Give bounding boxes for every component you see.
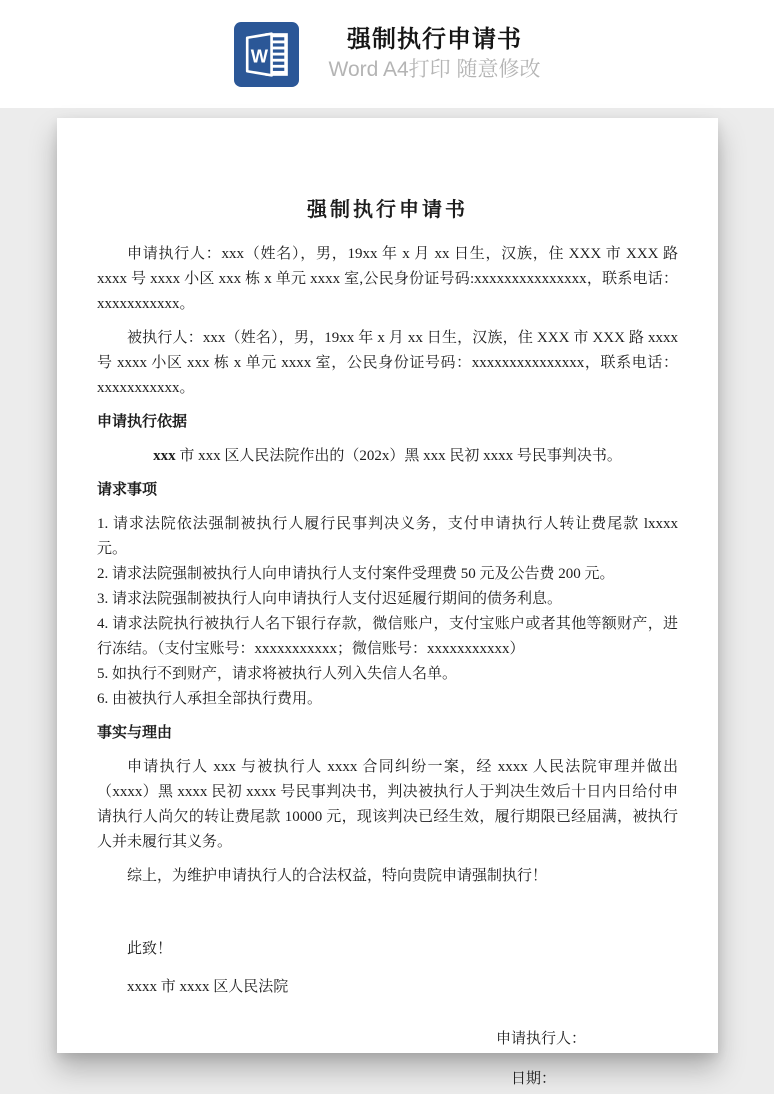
facts-heading: 事实与理由 (97, 725, 173, 741)
header-text-block (329, 26, 541, 83)
document-title: 强制执行申请书 (307, 199, 468, 221)
template-subtitle: Word A4打印 随意修改 (328, 57, 541, 81)
summary-paragraph: 综上，为维护申请执行人的合法权益，特向贵院申请强制执行！ (127, 868, 548, 884)
applicant-paragraph: 申请执行人：xxx（姓名），男，19xx 年 x 月 xx 日生，汉族，住 XXX 市 XXX 路 xxxx 号 xxxx 小区 xxx 栋 x 单元 xxxx 室,公民身份证号码:xxxxxxxxxxxxxxx，联系电话：xxxxxxxxxxx。 (97, 246, 678, 312)
word-document-page (57, 118, 718, 1087)
request-item-1: 1. 请求法院依法强制被执行人履行民事判决义务，支付申请执行人转让费尾款 lxxxx 元。 (97, 516, 678, 557)
request-item-3: 3. 请求法院强制被执行人向申请执行人支付迟延履行期间的债务利息。 (97, 591, 563, 607)
request-item-2: 2. 请求法院强制被执行人向申请执行人支付案件受理费 50 元及公告费 200 元。 (97, 566, 615, 582)
respondent-paragraph: 被执行人：xxx（姓名），男，19xx 年 x 月 xx 日生，汉族，住 XXX 市 XXX 路 xxxx 号 xxxx 小区 xxx 栋 x 单元 xxxx 室，公民身份证号码：xxxxxxxxxxxxxxx，联系电话：xxxxxxxxxxx。 (97, 330, 678, 396)
basis-court-prefix: xxx (153, 448, 176, 464)
requests-heading: 请求事项 (97, 482, 158, 498)
word-icon (234, 22, 299, 87)
template-title: 强制执行申请书 (347, 25, 522, 53)
date-label: 日期： (510, 1071, 556, 1087)
basis-court-rest: 市 xxx 区人民法院作出的（202x）黑 xxx 民初 xxxx 号民事判决书。 (175, 448, 622, 464)
request-item-5: 5. 如执行不到财产，请求将被执行人列入失信人名单。 (97, 666, 458, 682)
request-items-list (97, 512, 678, 712)
basis-heading: 申请执行依据 (97, 414, 188, 430)
request-item-6: 6. 由被执行人承担全部执行费用。 (97, 691, 323, 707)
request-item-4: 4. 请求法院执行被执行人名下银行存款，微信账户，支付宝账户或者其他等额财产，进行冻结。（支付宝账号：xxxxxxxxxxx；微信账号：xxxxxxxxxxx） (97, 616, 678, 657)
word-icon-letter: W (250, 45, 268, 67)
salutation-line: 此致！ (127, 941, 173, 957)
court-name-line: xxxx 市 xxxx 区人民法院 (127, 979, 289, 995)
signature-label: 申请执行人： (495, 1031, 586, 1047)
facts-paragraph: 申请执行人 xxx 与被执行人 xxxx 合同纠纷一案，经 xxxx 人民法院审理并做出（xxxx）黑 xxxx 民初 xxxx 号民事判决书，判决被执行人于判决生效后十日内日给付申请执行人尚欠的转让费尾款 10000 元，现该判决已经生效，履行期限已经届满，被执行人并未履行其义务。 (97, 759, 678, 850)
basis-line (97, 444, 678, 469)
template-header (0, 0, 774, 108)
